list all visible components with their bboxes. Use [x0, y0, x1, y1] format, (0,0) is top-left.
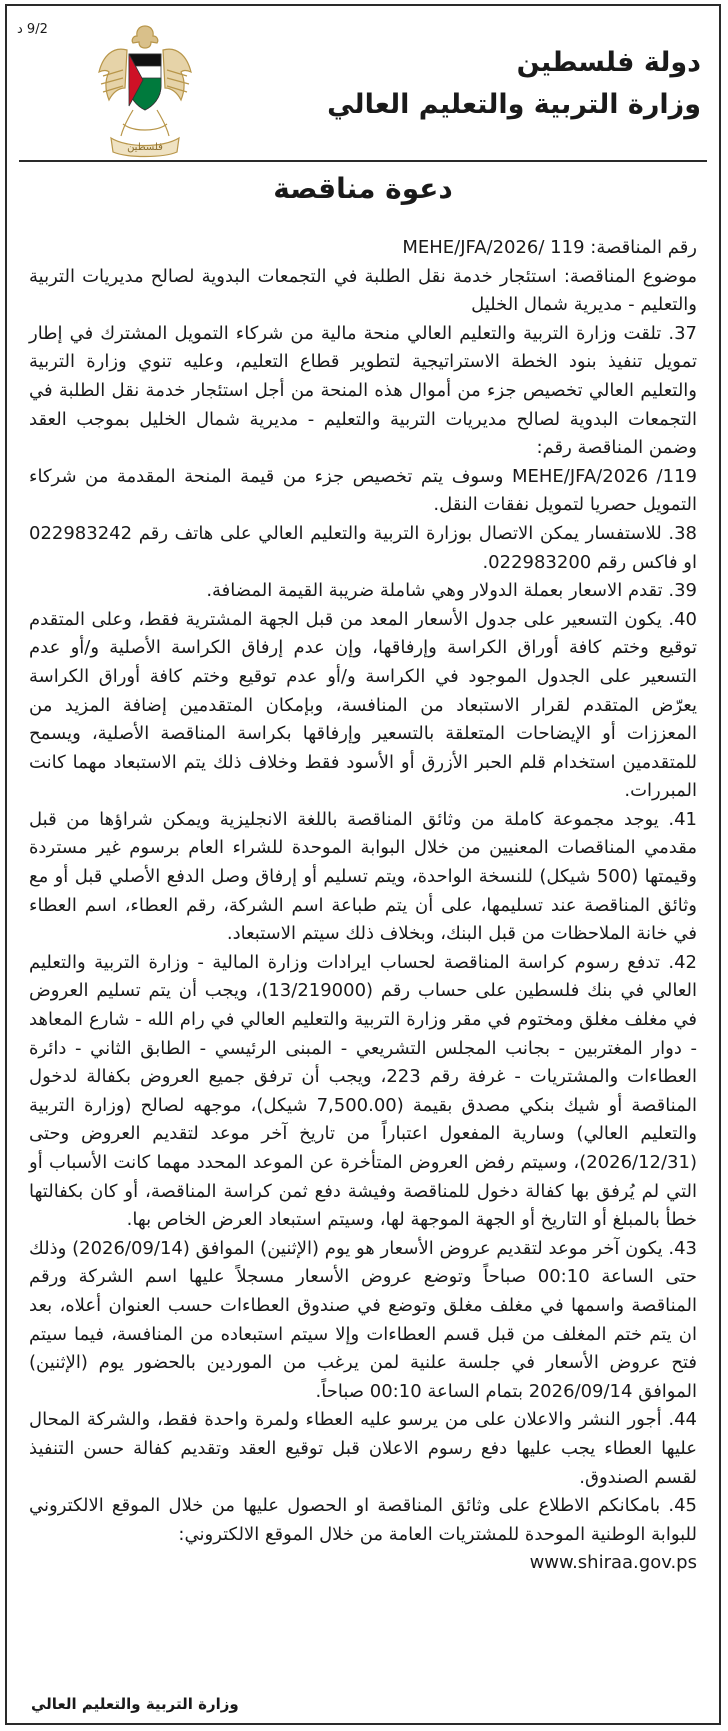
clause-37-continued: 119/ MEHE/JFA/2026 وسوف يتم تخصيص جزء من قيمة المنحة المقدمة من شركاء التمويل حصريا لتمويل نفقات النقل. — [29, 465, 697, 516]
form-code: 9/2 د — [17, 22, 48, 37]
clause-42: 42. تدفع رسوم كراسة المناقصة لحساب ايرادات وزارة المالية - وزارة التربية والتعليم العالي في بنك فلسطين على حساب رقم (13/219000)، ويجب أن يتم تسليم العروض في مغلف مغلق ومختوم في مقر وزارة التربية والتعليم العالي في رام الله - شارع المعاهد - دوار المغتربين - بجانب المجلس التشريعي - المبنى الرئيسي - الطابق الثاني - دائرة العطاءات والمشتريات - غرفة رقم 223، ويجب أن ترفق جميع العروض بكفالة لدخول المناقصة أو شيك بنكي مصدق بقيمة (7,500.00 شيكل)، موجهه لصالح (وزارة التربية والتعليم العالي) وسارية المفعول اعتباراً من تاريخ آخر موعد لتقديم العروض وحتى (2026/12/31)، وسيتم رفض العروض المتأخرة عن الموعد المحدد مهما كانت الأسباب أو التي لم يُرفق بها كفالة دخول للمناقصة وفيشة دفع ثمن كراسة المناقصة، أو كان بكفالتها خطأ بالمبلغ أو التاريخ أو الجهة الموجهة لها، وسيتم استبعاد العرض الخاص بها. — [29, 951, 697, 1231]
clause-43: 43. يكون آخر موعد لتقديم عروض الأسعار هو يوم (الإثنين) الموافق (2026/09/14) وذلك حتى الساعة 00:10 صباحاً وتوضع عروض الأسعار مسجلاً عليها اسم الشركة ورقم المناقصة واسمها في مغلف مغلق وتوضع في صندوق العطاءات حسب العنوان أعلاه، بعد ان يتم ختم المغلف من قبل قسم العطاءات وإلا سيتم استبعاده من المنافسة، فيما سيتم فتح عروض الأسعار في جلسة علنية لمن يرغب من الموردين بالحضور يوم (الإثنين) الموافق 2026/09/14 بتمام الساعة 00:10 صباحاً. — [29, 1237, 697, 1402]
clause-40: 40. يكون التسعير على جدول الأسعار المعد من قبل الجهة المشترية فقط، وعلى المتقدم توقيع وختم كافة أوراق الكراسة وإرفاقها، وإن عدم إرفاق الكراسة الأصلية و/أو عدم التسعير على الجدول الموجود في الكراسة و/أو عدم توقيع وختم كافة أوراق الكراسة يعرّض المتقدم لقرار الاستبعاد من المنافسة، وبإمكان المتقدمين إضافة المزيد من المعززات أو الإيضاحات المتعلقة بالتسعير وإرفاقها بكراسة المناقصة الأصلية، ويسمح للمتقدمين استخدام قلم الحبر الأزرق أو الأسود فقط وخلاف ذلك يتم الاستبعاد مهما كانت المبررات. — [29, 608, 697, 802]
clause-41: 41. يوجد مجموعة كاملة من وثائق المناقصة باللغة الانجليزية ويمكن شراؤها من قبل مقدمي المناقصات المعنيين من خلال البوابة الموحدة للشراء العام برسوم غير مستردة وقيمتها (500 شيكل) للنسخة الواحدة، ويتم تسليم أو إرفاق وصل الدفع الأصلي قبل أو مع وثائق المناقصة عند تسليمها، على أن يتم طباعة اسم الشركة، رقم العطاء، اسم العطاء في خانة الملاحظات من قبل البنك، وبخلاف ذلك سيتم الاستبعاد. — [29, 808, 698, 945]
palestine-eagle-emblem-icon — [93, 20, 197, 160]
issuer-block — [327, 42, 701, 126]
page-title: دعوة مناقصة — [273, 172, 453, 205]
shield-flag — [129, 54, 161, 110]
letterhead — [7, 20, 719, 170]
website-link[interactable]: www.shiraa.gov.ps — [529, 1552, 697, 1574]
clause-38: 38. للاستفسار يمكن الاتصال بوزارة التربية والتعليم العالي على هاتف رقم 022983242 او فاكس رقم 022983200. — [29, 522, 697, 573]
clause-44: 44. أجور النشر والاعلان على من يرسو عليه العطاء ولمرة واحدة فقط، والشركة المحال عليها العطاء يجب عليها دفع رسوم الاعلان قبل توقيع العقد وتقديم كفالة حسن التنفيذ لقسم الصندوق. — [29, 1409, 697, 1488]
emblem-label: فلسطين — [127, 142, 163, 153]
announcement-body — [29, 234, 697, 1578]
state-name: دولة فلسطين — [516, 47, 701, 78]
tender-number: رقم المناقصة: MEHE/JFA/2026/ 119 — [402, 237, 697, 258]
header-divider — [19, 160, 707, 162]
ministry-name: وزارة التربية والتعليم العالي — [327, 89, 701, 120]
clause-39: 39. تقدم الاسعار بعملة الدولار وهي شاملة ضريبة القيمة المضافة. — [206, 580, 697, 602]
clause-45: 45. بامكانكم الاطلاع على وثائق المناقصة او الحصول عليها من خلال الموقع الالكتروني للبوابة الوطنية الموحدة للمشتريات العامة من خلال الموقع الالكتروني: — [29, 1495, 697, 1545]
announcement-frame — [5, 4, 721, 1725]
clause-37: 37. تلقت وزارة التربية والتعليم العالي منحة مالية من شركاء التمويل المشترك في إطار تمويل تنفيذ بنود الخطة الاستراتيجية لتطوير قطاع التعليم، وعليه تنوي وزارة التربية والتعليم العالي تخصيص جزء من أموال هذه المنحة من أجل استئجار خدمة نقل الطلبة في التجمعات البدوية لصالح مديريات التربية والتعليم - مديرية شمال الخليل بموجب العقد وضمن المناقصة رقم: — [29, 322, 697, 459]
tender-subject: موضوع المناقصة: استئجار خدمة نقل الطلبة في التجمعات البدوية لصالح مديريات التربية والتعليم - مديرية شمال الخليل — [29, 265, 697, 316]
footer-ministry-name: وزارة التربية والتعليم العالي — [31, 1695, 239, 1713]
